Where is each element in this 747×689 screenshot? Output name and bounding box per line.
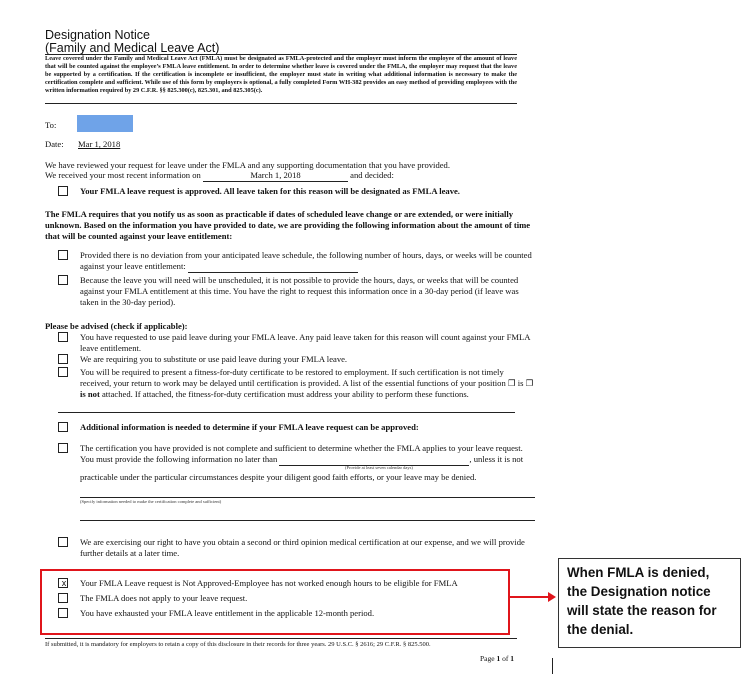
denied-check-mark: x [61,578,67,588]
approved-checkbox[interactable] [58,186,68,196]
advised-3-is-boxes: ❐ is ❐ [507,378,534,388]
additional-info-checkbox[interactable] [58,422,68,432]
option-2-text: Because the leave you will need will be unscheduled, it is not possible to provide the hours, days, or weeks that will be counted against your FMLA entitlement at this time. You have the right to request this information once in a 30-day period (if leave was taken in the 30-day period). [80,275,519,307]
form-subtitle: (Family and Medical Leave Act) [45,41,220,55]
option-1-label: Provided there is no deviation from your anticipated leave schedule, the following number of hours, days, or weeks will be counted against your leave entitlement: [80,250,532,271]
advised-1-text: You have requested to use paid leave during your FMLA leave. Any paid leave taken for this reason will count against your FMLA leave entitlement. [80,332,530,353]
page-number [480,654,514,663]
denied-reason-3: You have exhausted your FMLA leave entitlement in the applicable 12-month period. [80,608,375,618]
specify-line-2 [80,520,535,521]
review-line-1: We have reviewed your request for leave under the FMLA and any supporting documentation that you have provided. [45,160,451,170]
page-label: Page [480,654,495,663]
additional-info-text: Additional information is needed to determine if your FMLA leave request can be approved: [80,422,419,432]
option-1-blank [188,261,358,273]
footer-text: If submitted, it is mandatory for employers to retain a copy of this disclosure in their records for three years. 29 U.S.C. § 2616; 29 C.F.R. § 825.500. [45,641,431,648]
notify-paragraph: The FMLA requires that you notify us as soon as practicable if dates of scheduled leave change or are extended, or were initially unknown. Based on the information you have provided to date, we are providing the following information about the amount of time that will be counted against your leave entitlement: [45,209,531,241]
redacted-recipient [77,115,133,132]
denied-reason-1: Your FMLA Leave request is Not Approved-Employee has not worked enough hours to be eligible for FMLA [80,578,458,588]
advised-3-part-a: You will be required to present a fitness-for-duty certificate to be restored to employment. If such certification is not timely received, your return to work may be delayed until certification is provided. A list of the essential functions of your position [80,367,506,388]
section-rule-1 [58,412,515,413]
page-current: 1 [496,654,501,663]
date-value: Mar 1, 2018 [78,139,121,149]
certification-checkbox[interactable] [58,443,68,453]
second-opinion-checkbox[interactable] [58,537,68,547]
certification-part-c: practicable under the particular circumstances despite your diligent good faith efforts, or your leave may be denied. [80,472,477,482]
intro-rule [45,103,517,104]
second-opinion-text: We are exercising our right to have you obtain a second or third opinion medical certification at our expense, and we will provide further details at a later time. [80,537,525,558]
advised-2-checkbox[interactable] [58,354,68,364]
received-date: March 1, 2018 [203,170,348,182]
specify-note: (Specify information needed to make the certification complete and sufficient) [80,499,222,504]
denied-reason-2: The FMLA does not apply to your leave request. [80,593,248,603]
intro-paragraph: Leave covered under the Family and Medical Leave Act (FMLA) must be designated as FMLA-protected and the employer must inform the employee of the amount of leave that will be counted against the employee’s FMLA leave entitlement. In order to determine whether leave is covered under the FMLA, the employer may request that the leave be supported by a certification. If the certification is incomplete or insufficient, the employer must state in writing what additional information is necessary to make the certification complete and sufficient. While use of this form by employers is optional, a fully completed Form WH-382 provides an easy method of providing employees with the written information required by 29 C.F.R. §§ 825.300(c), 825.301, and 825.305(c). [45,55,517,94]
review-line-2 [45,170,525,182]
approved-text: Your FMLA leave request is approved. All leave taken for this reason will be designated as FMLA leave. [80,186,460,196]
denied-reason-3-checkbox[interactable] [58,608,68,618]
advised-1-checkbox[interactable] [58,332,68,342]
form-title: Designation Notice [45,28,150,42]
advised-heading: Please be advised (check if applicable): [45,321,188,331]
review-line-2-pre: We received your most recent information on [45,170,201,180]
page-of: of [502,654,509,663]
advised-3-is-not: is not [80,389,100,399]
date-label: Date: [45,139,64,149]
option-1-text [80,250,535,273]
denied-reason-2-checkbox[interactable] [58,593,68,603]
page-total: 1 [510,654,514,663]
advised-3-part-b: attached. If attached, the fitness-for-duty certification must address your ability to perform these functions. [101,389,469,399]
advised-2-text: We are requiring you to substitute or use paid leave during your FMLA leave. [80,354,348,364]
denied-reason-1-checkbox[interactable] [58,578,68,588]
callout-arrow [508,591,556,603]
option-2-checkbox[interactable] [58,275,68,285]
certification-part-a: The certification you have provided is not complete and sufficient to determine whether the FMLA applies to your leave request. You must provide the following information no later than [80,443,523,464]
text-cursor [552,658,553,674]
deadline-note: (Provide at least seven calendar days) [345,465,413,470]
certification-text [80,443,535,466]
footer-rule [45,638,517,639]
specify-line-1 [80,497,535,498]
certification-part-b: , unless it is not [469,454,524,464]
review-line-2-post: and decided: [350,170,394,180]
to-label: To: [45,120,57,130]
option-1-checkbox[interactable] [58,250,68,260]
advised-3-text [80,367,535,400]
advised-3-checkbox[interactable] [58,367,68,377]
denial-callout: When FMLA is denied, the Designation notice will state the reason for the denial. [558,558,741,648]
